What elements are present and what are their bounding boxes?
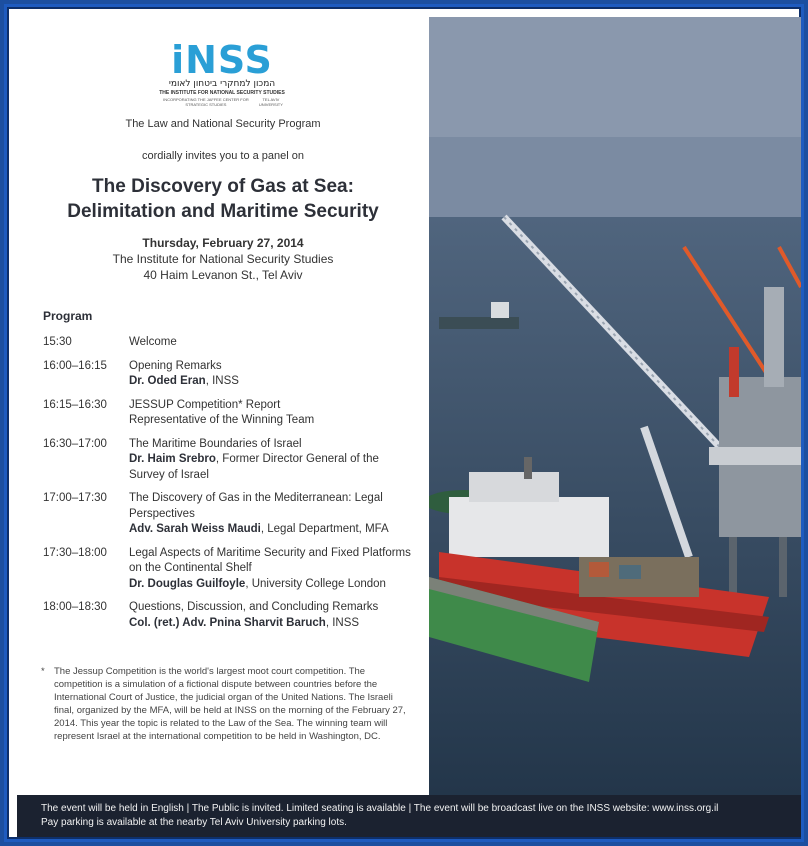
schedule-description [129, 600, 413, 631]
event-date: Thursday, February 27, 2014 [142, 236, 304, 250]
schedule-row [43, 546, 413, 593]
schedule-row [43, 335, 413, 351]
session-title: The Discovery of Gas in the Mediterranean: Legal Perspectives [129, 492, 383, 520]
program-heading: Program [43, 309, 93, 323]
schedule-row [43, 491, 413, 538]
event-address: 40 Haim Levanon St., Tel Aviv [143, 268, 303, 282]
session-speaker-line [129, 413, 413, 429]
footnote [41, 665, 407, 743]
speaker-affiliation: , University College London [245, 577, 386, 590]
speaker-name: Col. (ret.) Adv. Pnina Sharvit Baruch [129, 616, 326, 629]
schedule-row [43, 398, 413, 429]
session-speaker-line [129, 374, 413, 390]
schedule-description [129, 335, 413, 351]
invitation-frame [4, 4, 804, 842]
logo-subline [157, 97, 287, 107]
session-title: Opening Remarks [129, 359, 222, 372]
session-speaker-line [129, 452, 413, 483]
session-speaker-line [129, 522, 413, 538]
schedule-description [129, 398, 413, 429]
invitation-card [17, 17, 801, 837]
speaker-affiliation: , Legal Department, MFA [260, 523, 389, 535]
speaker-name: Adv. Sarah Weiss Maudi [129, 523, 261, 535]
session-title: The Maritime Boundaries of Israel [129, 437, 302, 450]
session-title: Welcome [129, 336, 177, 348]
event-venue: The Institute for National Security Studies [112, 252, 334, 266]
logo-sub-left: INCORPORATING THE JAFFEE CENTER FOR STRATEGIC STUDIES [163, 97, 249, 107]
footnote-marker: * [41, 666, 45, 677]
schedule-time: 15:30 [43, 336, 72, 348]
title-line-2: Delimitation and Maritime Security [67, 201, 379, 222]
schedule-list [43, 335, 413, 639]
schedule-time: 16:00–16:15 [43, 359, 107, 372]
logo-sub-right: TEL AVIV UNIVERSITY [258, 97, 283, 107]
offshore-platform-photo [429, 17, 801, 795]
logo-hebrew: המכון למחקרי ביטחון לאומי [168, 79, 276, 89]
schedule-time: 17:00–17:30 [43, 492, 107, 504]
schedule-description [129, 546, 413, 593]
footer-line-1: The event will be held in English | The Public is invited. Limited seating is available | The event will be broadcast live on the INSS website: www.inss.org.il [41, 803, 719, 814]
speaker-name: Dr. Douglas Guilfoyle [129, 577, 246, 590]
photo-illustration [429, 17, 801, 795]
schedule-description [129, 359, 413, 390]
logo-mark: iNSS [171, 38, 273, 82]
program-name: The Law and National Security Program [125, 118, 321, 130]
schedule-description [129, 491, 413, 538]
speaker-affiliation: , Former Director General of the Survey of Israel [129, 453, 379, 481]
session-title: JESSUP Competition* Report [129, 398, 281, 411]
speaker-affiliation: , INSS [325, 616, 360, 629]
logo-english: THE INSTITUTE FOR NATIONAL SECURITY STUDIES [159, 90, 285, 96]
speaker-name: Dr. Haim Srebro [129, 453, 216, 465]
footer-line-2: Pay parking is available at the nearby Tel Aviv University parking lots. [41, 817, 347, 828]
schedule-row [43, 437, 413, 484]
speaker-name: Dr. Oded Eran [129, 375, 206, 387]
footnote-text: The Jessup Competition is the world's largest moot court competition. The competition is a simulation of a fictional dispute between countries before the International Court of Justice, the judicial organ of the United Nations. The Israeli final, organized by the MFA, will be held at INSS on the morning of the February 27, 2014. This year the topic is related to the Law of the Sea. The winning team will represent Israel at the international competition to be held in Washington, DC. [54, 666, 406, 742]
schedule-row [43, 600, 413, 631]
speaker-affiliation: Representative of the Winning Team [129, 414, 315, 426]
inss-logo [157, 38, 287, 107]
session-speaker-line [129, 616, 413, 632]
event-title [17, 174, 429, 224]
schedule-time: 16:15–16:30 [43, 398, 107, 411]
schedule-description [129, 437, 413, 484]
speaker-affiliation: , INSS [205, 375, 239, 387]
invite-line: cordially invites you to a panel on [141, 150, 305, 162]
event-details [17, 235, 429, 283]
schedule-time: 17:30–18:00 [43, 546, 107, 559]
session-speaker-line [129, 577, 413, 593]
session-title: Legal Aspects of Maritime Security and Fixed Platforms on the Continental Shelf [129, 546, 411, 574]
text-column [17, 17, 429, 795]
footer-bar [17, 795, 801, 837]
schedule-row [43, 359, 413, 390]
title-line-1: The Discovery of Gas at Sea: [92, 176, 354, 197]
schedule-time: 18:00–18:30 [43, 601, 107, 613]
session-title: Questions, Discussion, and Concluding Remarks [129, 601, 379, 613]
schedule-time: 16:30–17:00 [43, 437, 107, 450]
